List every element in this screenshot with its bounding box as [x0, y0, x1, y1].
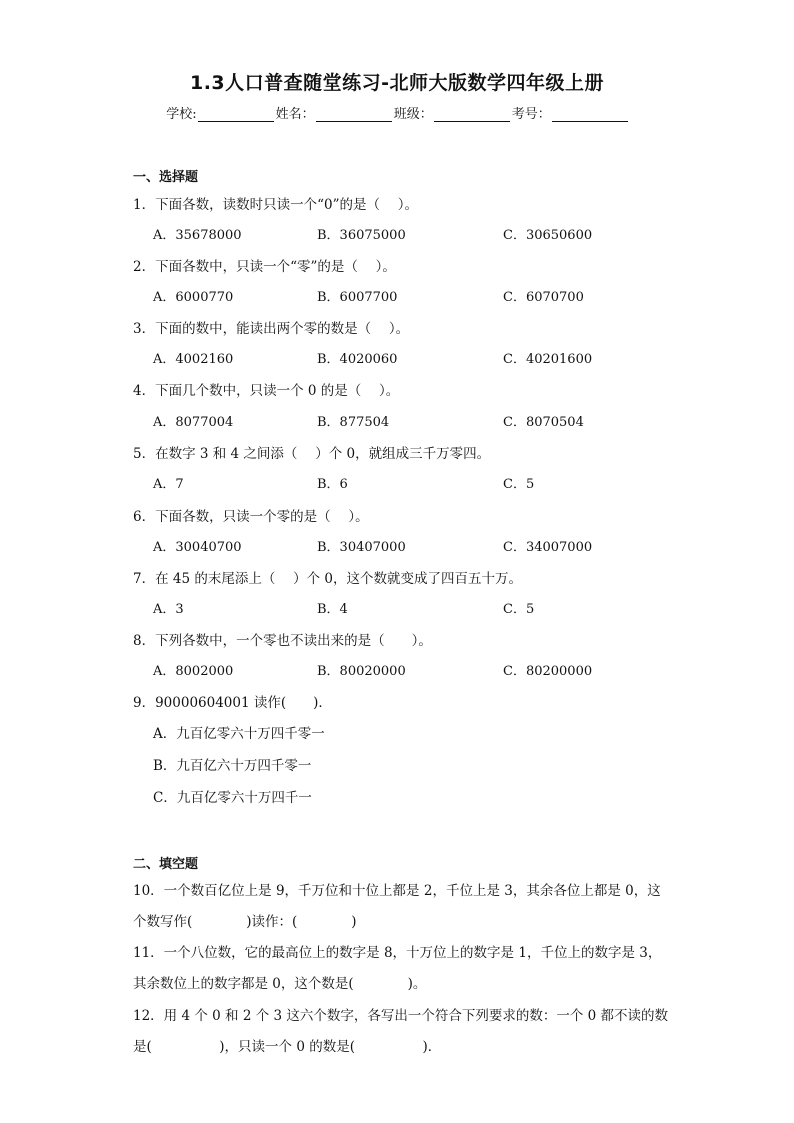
option-a[interactable]: A．8077004: [153, 415, 234, 430]
question-5-options: [153, 473, 713, 491]
question-8-options: [153, 660, 713, 678]
exam-number-label: 考号：: [511, 107, 551, 122]
question-10-line-1: 10．一个数百亿位上是 9，千万位和十位上都是 2，千位上是 3，其余各位上都是 0，这: [133, 883, 661, 899]
student-info-row: [0, 103, 794, 122]
option-a[interactable]: A．4002160: [153, 352, 234, 367]
option-c[interactable]: C．8070504: [503, 415, 584, 430]
name-label: 姓名：: [275, 107, 315, 122]
option-b[interactable]: B．6007700: [317, 290, 398, 305]
option-b[interactable]: B．4020060: [317, 352, 398, 367]
option-c[interactable]: C．80200000: [503, 664, 593, 679]
exam-number-blank[interactable]: [552, 107, 628, 122]
option-a[interactable]: A．7: [153, 477, 184, 492]
option-b[interactable]: B．36075000: [317, 228, 406, 243]
option-c[interactable]: C．5: [503, 602, 535, 617]
question-9: 9．90000604001 读作( )．: [133, 695, 332, 711]
option-b[interactable]: B．4: [317, 602, 348, 617]
question-9-option-b[interactable]: B．九百亿六十万四千零一: [153, 758, 312, 774]
option-c[interactable]: C．5: [503, 477, 535, 492]
question-3: 3．下面的数中，能读出两个零的数是（ ）。: [133, 321, 410, 337]
school-field[interactable]: [166, 103, 273, 122]
question-9-option-a[interactable]: A．九百亿零六十万四千零一: [153, 726, 325, 742]
question-9-option-c[interactable]: C．九百亿零六十万四千一: [153, 790, 312, 806]
question-2: 2．下面各数中，只读一个“零”的是（ ）。: [133, 259, 396, 275]
option-b[interactable]: B．80020000: [317, 664, 406, 679]
question-10-line-2[interactable]: 个数写作( )读作：( ): [133, 914, 357, 930]
name-field[interactable]: [276, 103, 392, 122]
class-field[interactable]: [394, 103, 510, 122]
question-6-options: [153, 536, 713, 554]
option-a[interactable]: A．30040700: [153, 540, 242, 555]
question-1-options: [153, 224, 713, 242]
question-7-options: [153, 598, 713, 616]
school-blank[interactable]: [198, 107, 274, 122]
option-a[interactable]: A．35678000: [153, 228, 242, 243]
question-7: 7．在 45 的末尾添上（ ）个 0，这个数就变成了四百五十万。: [133, 571, 523, 587]
question-12-line-1: 12．用 4 个 0 和 2 个 3 这六个数字，各写出一个符合下列要求的数：一个 0 都不读的数: [133, 1008, 669, 1024]
question-3-options: [153, 348, 713, 366]
question-1: 1．下面各数，读数时只读一个“0”的是（ ）。: [133, 197, 419, 213]
exam-number-field[interactable]: [512, 103, 628, 122]
school-label: 学校:: [166, 107, 197, 122]
question-11-line-1: 11．一个八位数，它的最高位上的数字是 8，十万位上的数字是 1，千位上的数字是 3，: [133, 945, 662, 961]
option-a[interactable]: A．3: [153, 602, 184, 617]
question-11-line-2[interactable]: 其余数位上的数字都是 0，这个数是( )。: [133, 976, 427, 992]
page-title: 1.3人口普查随堂练习-北师大版数学四年级上册: [189, 72, 605, 94]
question-6: 6．下面各数，只读一个零的是（ ）。: [133, 509, 369, 525]
name-blank[interactable]: [316, 107, 392, 122]
class-label: 班级：: [393, 107, 433, 122]
option-a[interactable]: A．6000770: [153, 290, 234, 305]
option-b[interactable]: B．877504: [317, 415, 390, 430]
question-2-options: [153, 286, 713, 304]
question-4: 4．下面几个数中，只读一个 0 的是（ ）。: [133, 383, 400, 399]
option-c[interactable]: C．30650600: [503, 228, 593, 243]
section-heading-choice: 一、选择题: [133, 170, 199, 185]
option-c[interactable]: C．40201600: [503, 352, 593, 367]
option-b[interactable]: B．6: [317, 477, 348, 492]
option-c[interactable]: C．6070700: [503, 290, 584, 305]
option-c[interactable]: C．34007000: [503, 540, 593, 555]
section-heading-fill: 二、填空题: [133, 857, 199, 872]
question-4-options: [153, 411, 713, 429]
question-8: 8．下列各数中，一个零也不读出来的是（ ）。: [133, 633, 432, 649]
question-12-line-2[interactable]: 是( )，只读一个 0 的数是( )．: [133, 1039, 442, 1055]
option-a[interactable]: A．8002000: [153, 664, 234, 679]
question-5: 5．在数字 3 和 4 之间添（ ）个 0，就组成三千万零四。: [133, 446, 491, 462]
class-blank[interactable]: [434, 107, 510, 122]
option-b[interactable]: B．30407000: [317, 540, 406, 555]
